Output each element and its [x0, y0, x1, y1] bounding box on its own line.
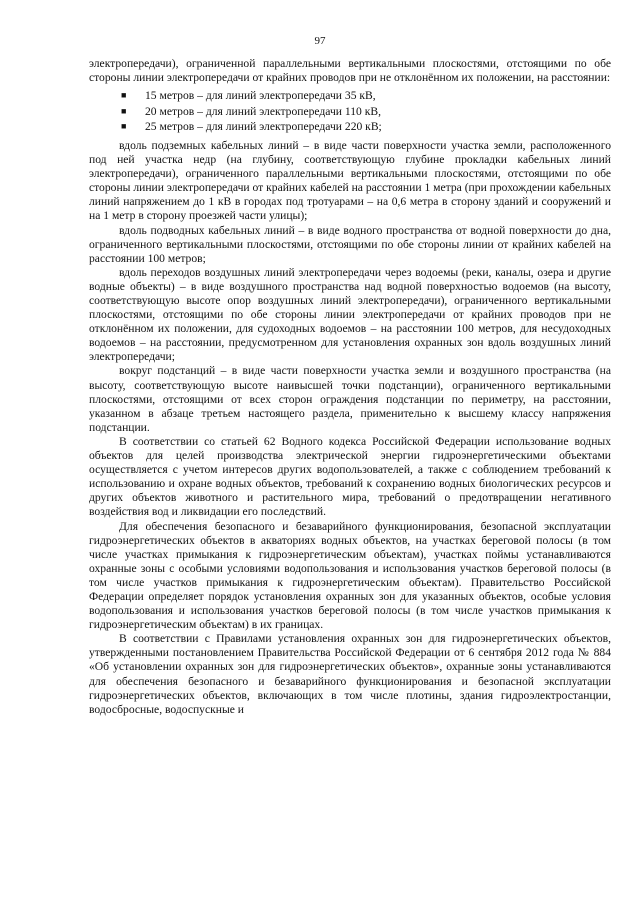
paragraph-underground-cables: вдоль подземных кабельных линий – в виде части поверхности участка земли, расположенного под ней участка недр (на глубину, соответствующую глубине прокладки кабельных линий электропередачи), ограниченного параллельными вертикальными плоскостями, отстоящими по обе стороны линии электропередачи от крайних кабелей на расстоянии 1 метра (при прохождении кабельных линий напряжением до 1 кВ в городах под тротуарами – на 0,6 метра в сторону зданий и сооружений и на 1 метр в сторону проезжей части улицы); [89, 138, 611, 223]
paragraph-hydro-protection-zones: Для обеспечения безопасного и безаварийного функционирования, безопасной эксплуатации гидроэнергетических объектов в акваториях водных объектов, на участках береговой полосы (в том числе участках примыкания к гидроэнергетическим объектам), участках поймы устанавливаются охранные зоны с особыми условиями водопользования и использования участков береговой полосы (в том числе участков примыкания к гидроэнергетическим объектам). Правительство Российской Федерации определяет порядок установления охранных зон для указанных объектов, особые условия водопользования и использования участков береговой полосы (в том числе участков примыкания к гидроэнергетическим объектам) в их границах. [89, 519, 611, 632]
paragraph-overhead-crossings: вдоль переходов воздушных линий электропередачи через водоемы (реки, каналы, озера и другие водные объекты) – в виде воздушного пространства над водной поверхностью водоемов (на высоту, соответствующую высоте опор воздушных линий электропередачи), ограниченного вертикальными плоскостями, отстоящими по обе стороны линии электропередачи от крайних проводов при не отклонённом их положении, для судоходных водоемов – на расстоянии 100 метров, для несудоходных водоемов – на расстоянии, предусмотренном для установления охранных зон вдоль воздушных линий электропередачи; [89, 265, 611, 364]
paragraph-continuation: электропередачи), ограниченной параллельными вертикальными плоскостями, отстоящими по обе стороны линии электропередачи от крайних проводов при не отклонённом их положении, на расстоянии: [89, 57, 611, 85]
paragraph-hydro-rules: В соответствии с Правилами установления охранных зон для гидроэнергетических объектов, утвержденными постановлением Правительства Российской Федерации от 6 сентября 2012 года № 884 «Об установлении охранных зон для гидроэнергетических объектов», охранные зоны устанавливаются для обеспечения безопасного и безаварийного функционирования и безопасной эксплуатации гидроэнергетических объектов, включающих в том числе плотины, здания гидроэлектростанции, водосбросные, водоспускные и [89, 632, 611, 716]
list-item-text: 15 метров – для линий электропередачи 35 кВ, [145, 89, 376, 103]
paragraph-underwater-cables: вдоль подводных кабельных линий – в виде водного пространства от водной поверхности до дна, ограниченного вертикальными плоскостями, отстоящими по обе стороны линии от крайних кабелей на расстоянии 100 метров; [89, 223, 611, 265]
list-item [89, 88, 611, 104]
list-item [89, 119, 611, 135]
voltage-distance-list [89, 88, 611, 135]
square-bullet-icon: ■ [121, 90, 127, 101]
square-bullet-icon: ■ [121, 105, 127, 116]
list-item [89, 104, 611, 120]
square-bullet-icon: ■ [121, 121, 127, 132]
list-item-text: 20 метров – для линий электропередачи 110 кВ, [145, 104, 382, 118]
paragraph-substations: вокруг подстанций – в виде части поверхности участка земли и воздушного пространства (на высоту, соответствующую высоте наивысшей точки подстанции), ограниченного вертикальными плоскостями, отстоящими от всех сторон ограждения подстанции по периметру, на расстоянии, указанном в абзаце третьем настоящего раздела, применительно к высшему классу напряжения подстанции. [89, 364, 611, 434]
list-item-text: 25 метров – для линий электропередачи 220 кВ; [145, 120, 382, 134]
document-body [89, 57, 611, 717]
paragraph-water-code: В соответствии со статьей 62 Водного кодекса Российской Федерации использование водных объектов для целей производства электрической энергии гидроэнергетическими объектами осуществляется с учетом интересов других водопользователей, а также с соблюдением требований к использованию и охране водных объектов, требований к сохранению водных биологических ресурсов и других объектов животного и растительного мира, требований о предотвращении негативного воздействия вод и ликвидации его последствий. [89, 434, 611, 519]
page-number: 97 [314, 35, 326, 47]
